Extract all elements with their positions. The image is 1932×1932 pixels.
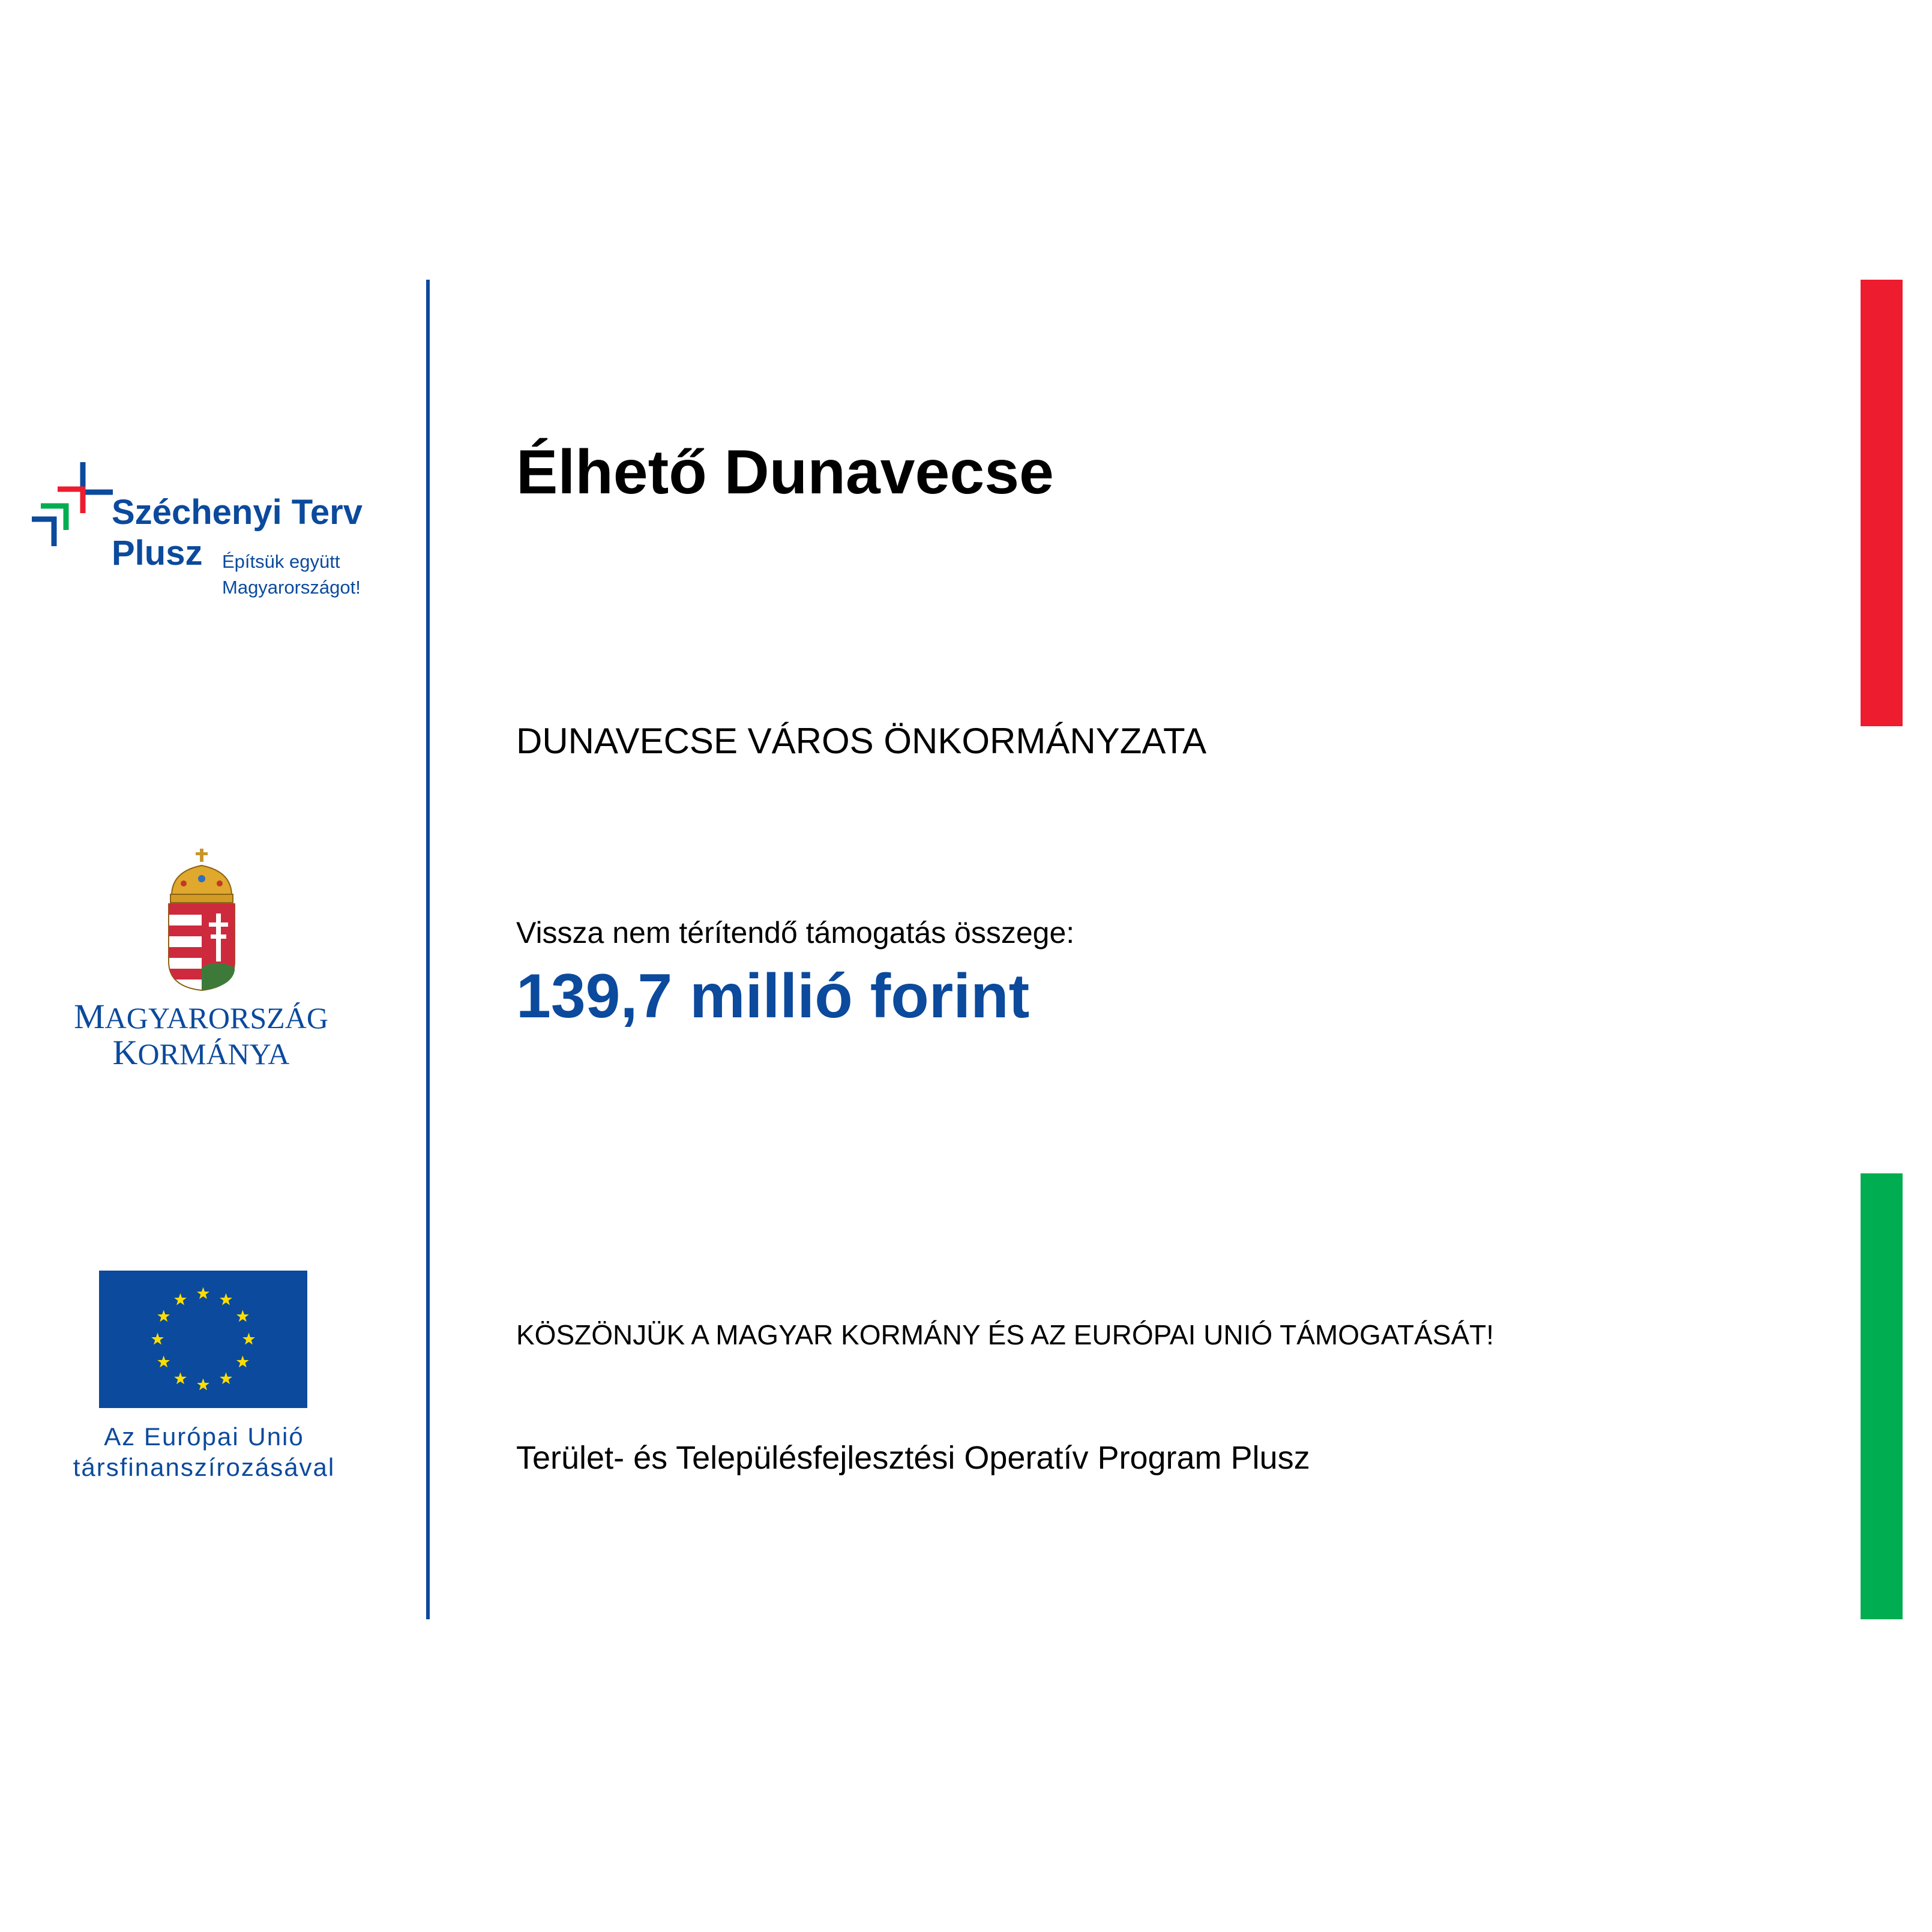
eu-logo-text [54,1421,354,1482]
grant-label: Vissza nem térítendő támogatás összege: [516,916,1075,949]
government-line1 [72,999,330,1035]
red-stripe [1861,280,1903,726]
thanks-text: KÖSZÖNJÜK A MAGYAR KORMÁNY ÉS AZ EURÓPAI UNIÓ TÁMOGATÁSÁT! [516,1319,1494,1350]
eu-text-line1: Az Európai Unió [104,1422,304,1451]
szechenyi-logo-title-2: Plusz [112,534,203,573]
eu-text-line2: társfinanszírozásával [73,1453,336,1481]
vertical-divider [426,280,430,1619]
szechenyi-logo-title: Széchenyi Terv [112,493,363,532]
szechenyi-logo-tagline [222,549,361,600]
eu-flag-icon [99,1271,307,1408]
szechenyi-cross-icon [29,459,119,549]
government-line1-initial: M [74,997,105,1036]
szechenyi-tagline-line2: Magyarországot! [222,577,361,598]
beneficiary-name: DUNAVECSE VÁROS ÖNKORMÁNYZATA [516,721,1207,761]
government-line2 [72,1035,330,1071]
project-title: Élhető Dunavecse [516,438,1054,507]
government-line2-rest: ORMÁNYA [137,1037,290,1071]
grant-amount: 139,7 millió forint [516,961,1030,1031]
government-line2-initial: K [112,1033,138,1072]
green-stripe [1861,1173,1903,1619]
government-logo-text [72,999,330,1071]
hungarian-coat-of-arms-icon [166,847,238,992]
government-line1-rest: AGYARORSZÁG [104,1001,328,1035]
program-name: Terület- és Településfejlesztési Operatív Program Plusz [516,1440,1310,1476]
szechenyi-tagline-line1: Építsük együtt [222,551,340,572]
